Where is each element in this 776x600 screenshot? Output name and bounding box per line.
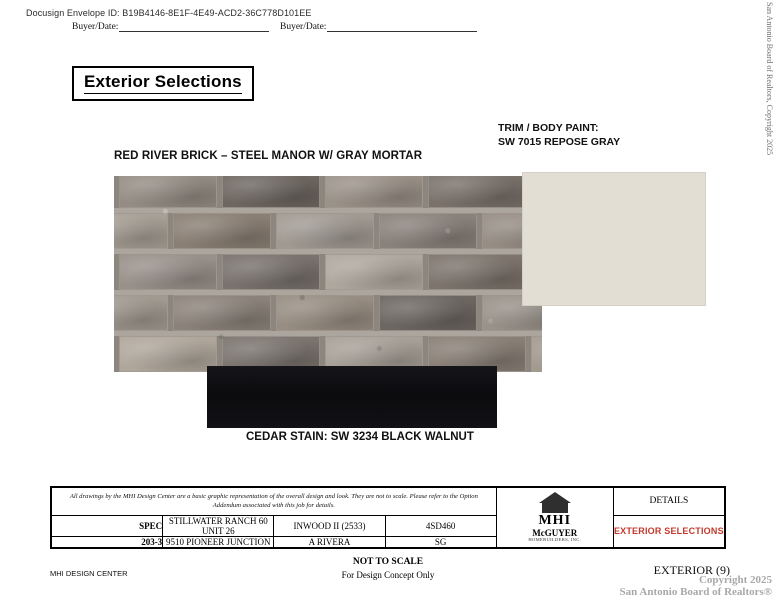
table-row-col3-0: 4SD460 xyxy=(385,515,496,536)
brick-unit xyxy=(428,176,526,208)
side-copyright-text: San Antonio Board of Realtors, Copyright 2025 xyxy=(765,2,774,156)
buyer-date-field-1 xyxy=(72,22,269,32)
design-concept-text: For Design Concept Only xyxy=(341,569,435,580)
paint-selection-label xyxy=(498,121,620,149)
brick-unit xyxy=(379,295,477,331)
brick-swatch-image xyxy=(114,176,542,372)
brick-unit xyxy=(114,213,168,249)
watermark-line-2: San Antonio Board of Realtors® xyxy=(619,585,772,598)
paint-label-line2: SW 7015 REPOSE GRAY xyxy=(498,136,621,149)
table-row-col1-1: 9510 PIONEER JUNCTION xyxy=(163,536,274,547)
table-row-col2-0: INWOOD II (2533) xyxy=(274,515,385,536)
cedar-stain-label: CEDAR STAIN: SW 3234 BLACK WALNUT xyxy=(246,431,474,443)
brick-unit xyxy=(114,295,168,331)
disclaimer-cell xyxy=(52,488,497,516)
brick-unit xyxy=(531,336,542,372)
docusign-envelope-id: Docusign Envelope ID: B19B4146-8E1F-4E49-ACD2-36C778D101EE xyxy=(26,8,312,18)
brick-unit xyxy=(173,295,271,331)
paint-label-line1: TRIM / BODY PAINT: xyxy=(498,122,599,134)
sheet-number: EXTERIOR (9) xyxy=(653,563,730,577)
brick-unit xyxy=(173,213,271,249)
buyer-date-label-2: Buyer/Date: xyxy=(280,22,327,32)
buyer-date-label-1: Buyer/Date: xyxy=(72,22,119,32)
details-value-cell: EXTERIOR SELECTIONS xyxy=(613,515,724,547)
brick-unit xyxy=(119,336,217,372)
watermark-line-1: Copyright 2025 xyxy=(698,573,772,586)
house-body-icon xyxy=(542,503,568,513)
table-row-label-1: 203-3 xyxy=(52,536,163,547)
page-title-text: Exterior Selections xyxy=(84,72,242,94)
table-row-label-0: SPEC xyxy=(52,515,163,536)
paint-color-swatch xyxy=(522,172,706,306)
table-row-col2-1: A RIVERA xyxy=(274,536,385,547)
brick-pattern xyxy=(114,176,542,372)
house-roof-icon xyxy=(539,492,571,503)
table-row-col3-1: SG xyxy=(385,536,496,547)
table-row-col1-0: STILLWATER RANCH 60 UNIT 26 xyxy=(163,515,274,536)
disclaimer-text: All drawings by the MHI Design Center are a basic graphic representation of the overall design and look. They are not to scale. Please refer to the Option Addendum associated with this job for details. xyxy=(69,493,478,509)
brick-unit xyxy=(379,213,477,249)
logo-mhi-text: MHI xyxy=(538,513,572,529)
copyright-watermark xyxy=(620,574,772,598)
not-to-scale-text: NOT TO SCALE xyxy=(352,557,424,567)
brick-unit xyxy=(222,254,320,290)
buyer-date-rule-2 xyxy=(327,22,477,32)
brick-unit xyxy=(276,295,374,331)
page-title xyxy=(72,66,254,101)
cedar-stain-swatch xyxy=(207,366,497,428)
buyer-date-rule-1 xyxy=(119,22,269,32)
brick-unit xyxy=(325,254,423,290)
logo-sub-text: HOMEBUILDERS, INC. xyxy=(528,536,582,542)
brick-unit xyxy=(222,176,320,208)
brick-selection-label: RED RIVER BRICK – STEEL MANOR W/ GRAY MORTAR xyxy=(114,150,423,162)
brick-unit xyxy=(119,254,217,290)
brick-unit xyxy=(325,176,423,208)
details-header-cell: DETAILS xyxy=(613,488,724,516)
buyer-date-field-2 xyxy=(280,22,477,32)
mhi-logo xyxy=(496,488,613,548)
brick-unit xyxy=(428,254,526,290)
design-center-footer: MHI DESIGN CENTER xyxy=(50,569,128,578)
brick-unit xyxy=(119,176,217,208)
logo-mcguyer-text: McGUYER xyxy=(532,527,578,538)
spec-table xyxy=(50,486,726,549)
brick-unit xyxy=(276,213,374,249)
